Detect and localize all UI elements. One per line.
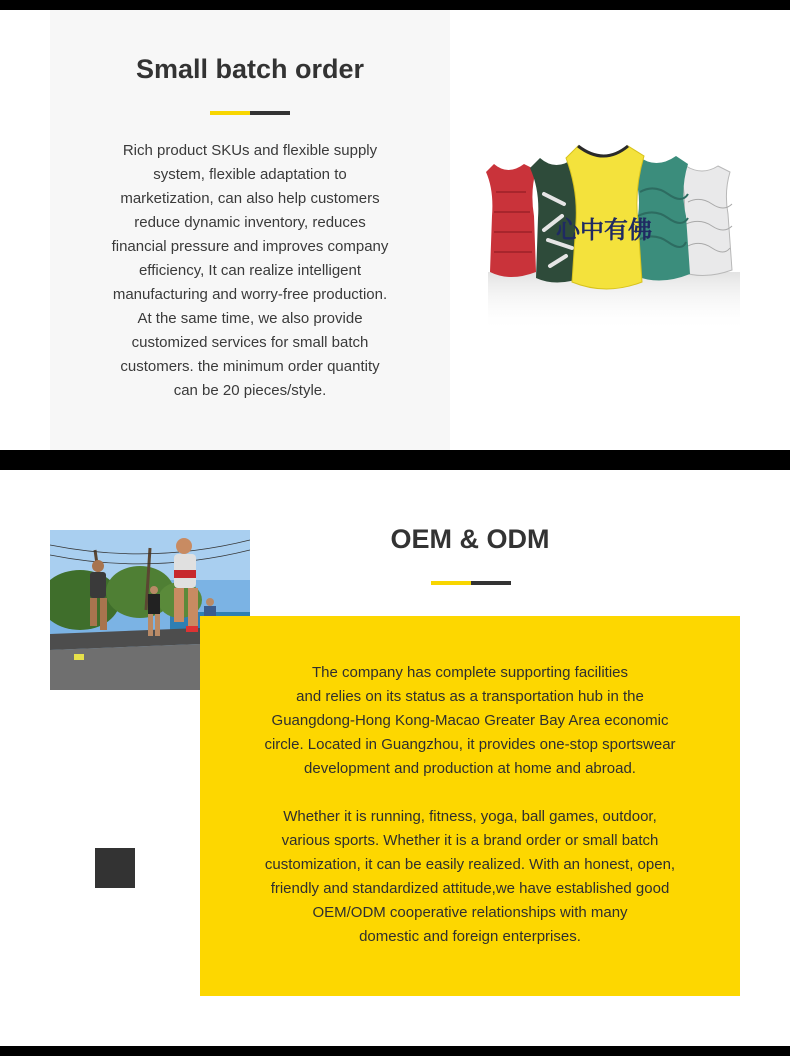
text-line: domestic and foreign enterprises. xyxy=(359,928,581,945)
oem-paragraph-2 xyxy=(240,805,700,949)
text-line: customers. the minimum order quantity xyxy=(120,358,380,375)
text-line: efficiency, It can realize intelligent xyxy=(138,262,362,279)
text-line: circle. Located in Guangzhou, it provides one-stop sportswear xyxy=(264,736,676,753)
text-line: customization, it can be easily realized. With an honest, open, xyxy=(264,856,676,873)
small-batch-divider xyxy=(210,111,290,115)
text-line: friendly and standardized attitude,we have established good xyxy=(270,880,670,897)
jerseys-image xyxy=(478,132,750,342)
section-separator-bar xyxy=(0,450,790,470)
text-line: customized services for small batch xyxy=(131,334,369,351)
text-line: development and production at home and abroad. xyxy=(304,760,636,777)
text-line: Guangdong-Hong Kong-Macao Greater Bay Area economic xyxy=(271,712,669,729)
jersey-print-text: 心中有佛 xyxy=(556,216,652,244)
text-line: and relies on its status as a transportation hub in the xyxy=(296,688,644,705)
oem-odm-divider xyxy=(431,581,511,585)
text-line: reduce dynamic inventory, reduces xyxy=(134,214,366,231)
text-line: The company has complete supporting facilities xyxy=(312,664,628,681)
small-batch-description xyxy=(90,139,410,403)
text-line: manufacturing and worry-free production. xyxy=(112,286,388,303)
text-line: can be 20 pieces/style. xyxy=(173,382,327,399)
small-batch-title: Small batch order xyxy=(135,54,365,84)
text-line: system, flexible adaptation to xyxy=(153,166,347,183)
text-line: financial pressure and improves company xyxy=(111,238,389,255)
text-line: At the same time, we also provide xyxy=(137,310,363,327)
oem-odm-title: OEM & ODM xyxy=(390,524,550,554)
top-black-bar xyxy=(0,0,790,10)
text-line: Whether it is running, fitness, yoga, ball games, outdoor, xyxy=(283,808,657,825)
text-line: various sports. Whether it is a brand order or small batch xyxy=(281,832,659,849)
oem-paragraph-1 xyxy=(240,661,700,781)
text-line: OEM/ODM cooperative relationships with many xyxy=(312,904,628,921)
text-line: Rich product SKUs and flexible supply xyxy=(122,142,378,159)
decorative-dark-square xyxy=(95,848,135,888)
text-line: marketization, can also help customers xyxy=(120,190,380,207)
bottom-black-bar xyxy=(0,1046,790,1056)
